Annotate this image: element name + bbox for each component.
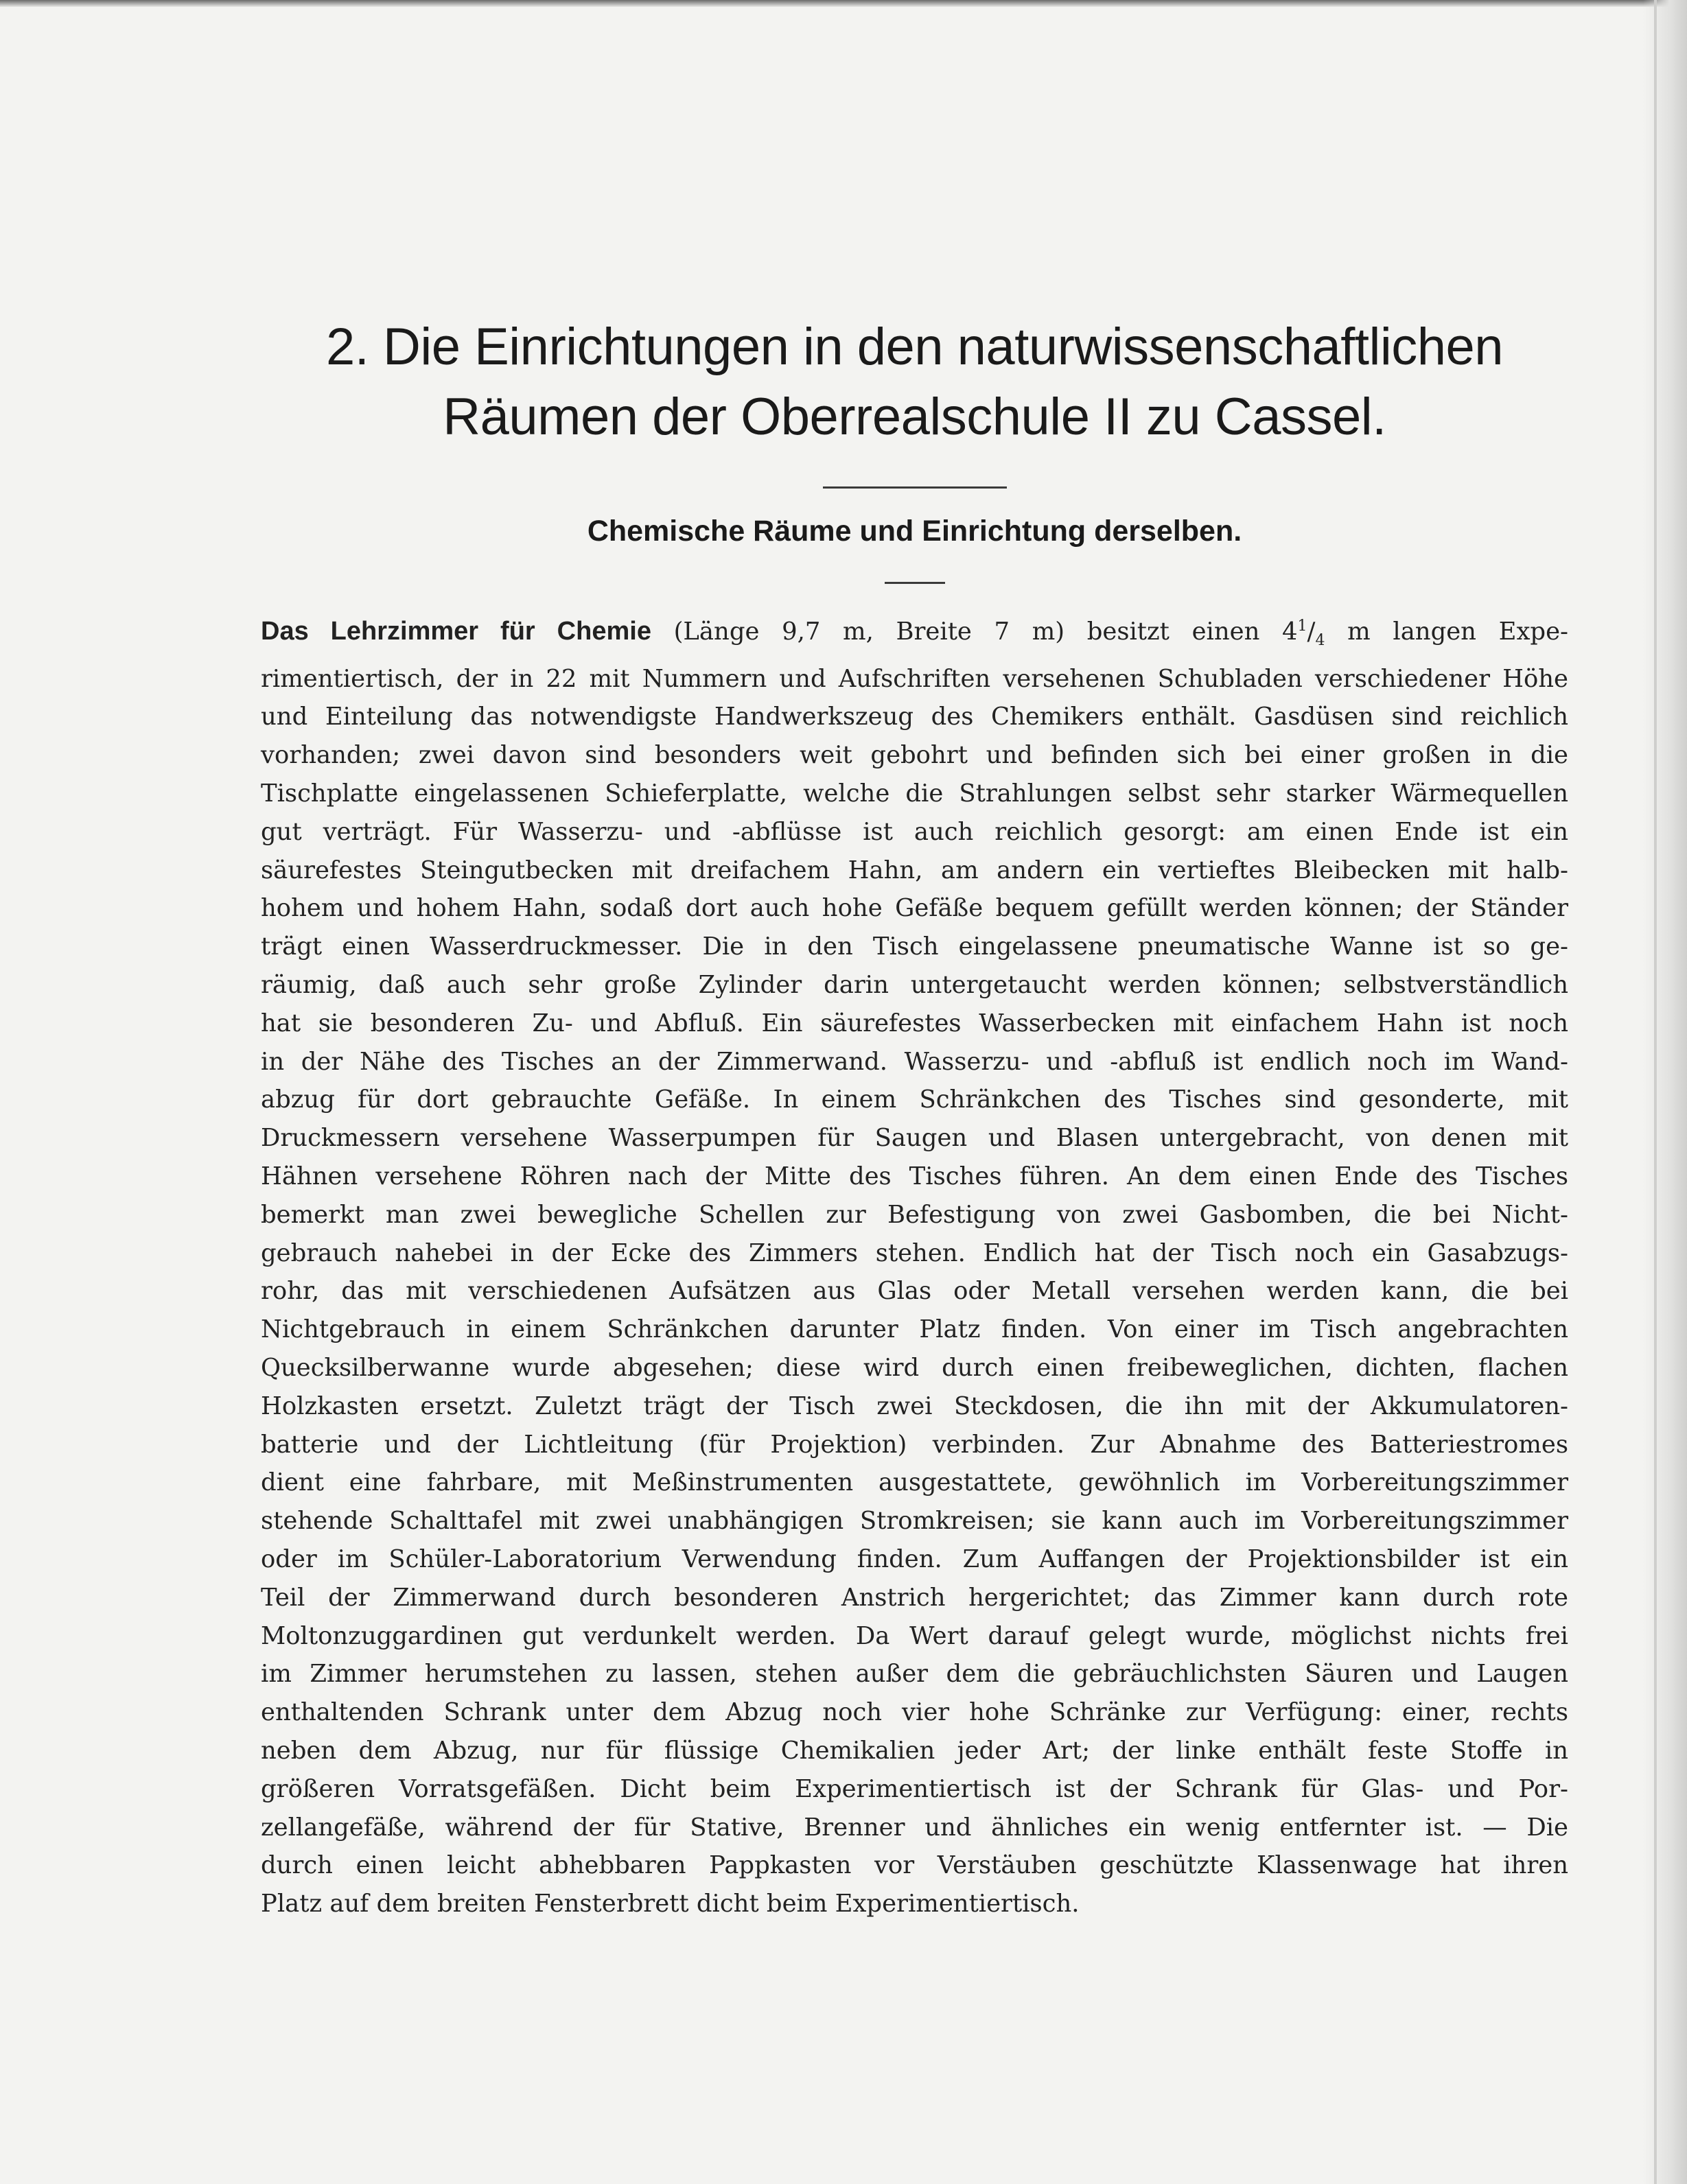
scan-top-edge <box>0 0 1687 7</box>
body-line: gebrauch nahebei in der Ecke des Zimmers stehen. Endlich hat der Tisch noch ein Gasabzugs- <box>261 1238 1568 1267</box>
paragraph-lead: Das Lehrzimmer für Chemie <box>261 616 651 646</box>
body-line: rohr, das mit verschiedenen Aufsätzen aus Glas oder Metall versehen werden kann, die bei <box>261 1277 1568 1306</box>
fraction-separator: / <box>1307 617 1316 646</box>
body-line: dient eine fahrbare, mit Meßinstrumenten ausgestattete, gewöhnlich im Vorbereitungszimmer <box>261 1468 1568 1497</box>
body-line: in der Nähe des Tisches an der Zimmerwand. Wasserzu- und -abfluß ist endlich noch im Wand- <box>261 1047 1568 1076</box>
fraction-denominator: 4 <box>1315 631 1325 649</box>
body-lines <box>261 660 1568 1923</box>
body-line: bemerkt man zwei bewegliche Schellen zur Befestigung von zwei Gasbomben, die bei Nicht- <box>261 1200 1568 1229</box>
body-line: trägt einen Wasserdruckmesser. Die in den Tisch eingelassene pneumatische Wanne ist so ge- <box>261 932 1568 961</box>
body-line: hohem und hohem Hahn, sodaß dort auch hohe Gefäße bequem gefüllt werden können; der Ständer <box>261 894 1568 923</box>
body-line: Hähnen versehene Röhren nach der Mitte des Tisches führen. An dem einen Ende des Tisches <box>261 1162 1568 1191</box>
chapter-title-line-2: Räumen der Oberrealschule II zu Cassel. <box>443 388 1386 446</box>
body-line: gut verträgt. Für Wasserzu- und -abflüsse ist auch reichlich gesorgt: am einen Ende ist ein <box>261 817 1568 846</box>
chapter-title-line-1: 2. Die Einrichtungen in den naturwissenschaftlichen <box>325 318 1504 376</box>
body-line: neben dem Abzug, nur für flüssige Chemikalien jeder Art; der linke enthält feste Stoffe in <box>261 1736 1568 1765</box>
title-divider <box>823 486 1007 489</box>
body-line: oder im Schüler-Laboratorium Verwendung finden. Zum Auffangen der Projektionsbilder ist ein <box>261 1545 1568 1573</box>
body-line: hat sie besonderen Zu- und Abfluß. Ein säurefestes Wasserbecken mit einfachem Hahn ist noch <box>261 1009 1568 1037</box>
body-line: säurefestes Steingutbecken mit dreifachem Hahn, am andern ein vertieftes Bleibecken mit halb- <box>261 856 1568 884</box>
body-line: Moltonzuggardinen gut verdunkelt werden. Da Wert darauf gelegt wurde, möglichst nichts frei <box>261 1621 1568 1650</box>
body-line: im Zimmer herumstehen zu lassen, stehen außer dem die gebräuchlichsten Säuren und Laugen <box>261 1660 1568 1689</box>
body-line: räumig, daß auch sehr große Zylinder darin untergetaucht werden können; selbstverständlich <box>261 971 1568 1000</box>
fraction-one-quarter <box>1297 617 1325 649</box>
body-line: Nichtgebrauch in einem Schränkchen darunter Platz finden. Von einer im Tisch angebrachten <box>261 1315 1568 1344</box>
body-line: stehende Schalttafel mit zwei unabhängigen Stromkreisen; sie kann auch im Vorbereitungszimmer <box>261 1507 1568 1536</box>
body-line: rimentiertisch, der in 22 mit Nummern und Aufschriften versehenen Schubladen verschiedener Höhe <box>261 664 1568 693</box>
section-subtitle: Chemische Räume und Einrichtung derselben. <box>587 515 1242 548</box>
body-paragraph <box>261 607 1568 1923</box>
body-line: und Einteilung das notwendigste Handwerkszeug des Chemikers enthält. Gasdüsen sind reichlich <box>261 703 1568 731</box>
body-line: größeren Vorratsgefäßen. Dicht beim Experimentiertisch ist der Schrank für Glas- und Por- <box>261 1774 1568 1803</box>
body-line: Teil der Zimmerwand durch besonderen Anstrich hergerichtet; das Zimmer kann durch rote <box>261 1583 1568 1612</box>
document-page <box>261 312 1568 1923</box>
body-line: Tischplatte eingelassenen Schieferplatte, welche die Strahlungen selbst sehr starker Wärmequellen <box>261 779 1568 808</box>
scan-right-edge <box>1643 0 1687 2184</box>
body-line: abzug für dort gebrauchte Gefäße. In einem Schränkchen des Tisches sind gesonderte, mit <box>261 1085 1568 1114</box>
body-line: Quecksilberwanne wurde abgesehen; diese wird durch einen freibeweglichen, dichten, flachen <box>261 1354 1568 1383</box>
body-line: durch einen leicht abhebbaren Pappkasten vor Verstäuben geschützte Klassenwage hat ihren <box>261 1851 1568 1880</box>
first-line-text-b: m langen Expe- <box>1325 617 1568 646</box>
fraction-numerator: 1 <box>1297 618 1307 635</box>
body-line: Platz auf dem breiten Fensterbrett dicht beim Experimentiertisch. <box>261 1890 1080 1918</box>
body-line: batterie und der Lichtleitung (für Projektion) verbinden. Zur Abnahme des Batteriestromes <box>261 1430 1568 1459</box>
body-line: Druckmessern versehene Wasserpumpen für Saugen und Blasen untergebracht, von denen mit <box>261 1124 1568 1153</box>
chapter-title <box>261 312 1568 452</box>
body-line: Holzkasten ersetzt. Zuletzt trägt der Tisch zwei Steckdosen, die ihn mit der Akkumulatoren- <box>261 1392 1568 1420</box>
body-line: enthaltenden Schrank unter dem Abzug noch vier hohe Schränke zur Verfügung: einer, rechts <box>261 1698 1568 1727</box>
body-line: vorhanden; zwei davon sind besonders weit gebohrt und befinden sich bei einer großen in die <box>261 741 1568 770</box>
body-line: zellangefäße, während der für Stative, Brenner und ähnliches ein wenig entfernter ist. — Die <box>261 1813 1568 1842</box>
body-line-first <box>261 607 1568 660</box>
first-line-text-a: (Länge 9,7 m, Breite 7 m) besitzt einen 4 <box>651 617 1298 646</box>
subtitle-divider <box>885 582 945 584</box>
